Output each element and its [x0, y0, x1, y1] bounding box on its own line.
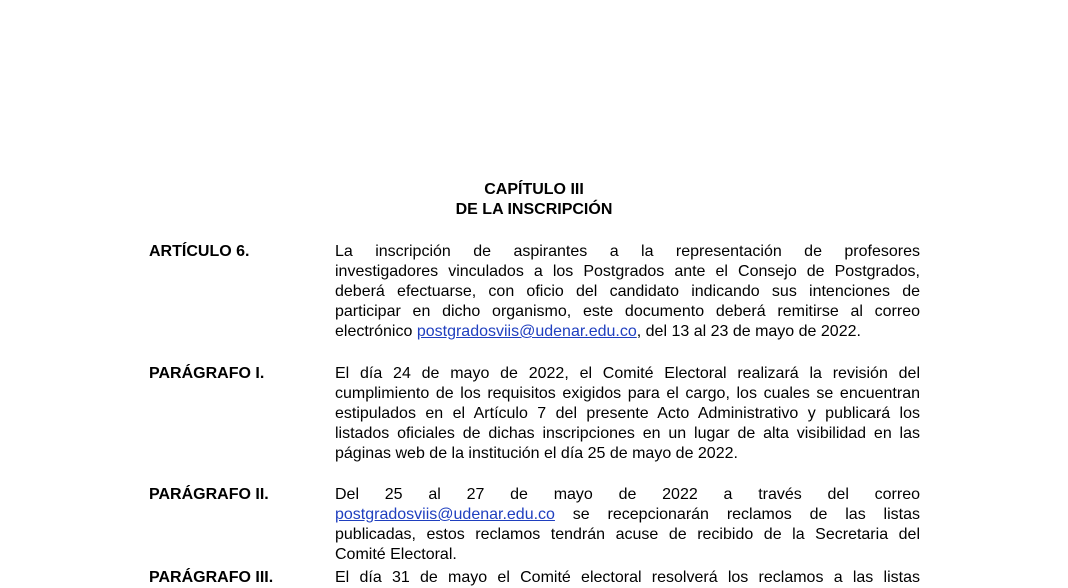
- email-link[interactable]: postgradosviis@udenar.edu.co: [335, 506, 555, 523]
- text-line: Comité Electoral.: [335, 546, 457, 563]
- paragraph-3-label: PARÁGRAFO III.: [149, 569, 274, 586]
- email-link[interactable]: postgradosviis@udenar.edu.co: [416, 323, 637, 340]
- text-line: estipulados en el Artículo 7 del presente Acto Administrativo y publicará los: [335, 405, 920, 422]
- paragraph-2-label: PARÁGRAFO II.: [149, 486, 269, 503]
- text-line: [335, 322, 920, 342]
- text-line: listados oficiales de dichas inscripciones en un lugar de alta visibilidad en las: [335, 425, 920, 442]
- chapter-number: CAPÍTULO III: [484, 181, 584, 198]
- article-6-text: [335, 242, 920, 342]
- paragraph-1-text: [335, 364, 920, 464]
- text-line: El día 31 de mayo el Comité electoral resolverá los reclamos a las listas: [335, 569, 920, 586]
- text-fragment: se recepcionarán reclamos de las listas: [554, 506, 920, 523]
- text-fragment: electrónico: [335, 323, 417, 340]
- chapter-heading: [0, 180, 1068, 220]
- article-6-label: ARTÍCULO 6.: [149, 243, 250, 260]
- text-line: publicadas, estos reclamos tendrán acuse de recibido de la Secretaria del: [335, 526, 920, 543]
- text-line: La inscripción de aspirantes a la representación de profesores: [335, 243, 920, 260]
- paragraph-3-text: [335, 568, 920, 588]
- text-line: páginas web de la institución el día 25 de mayo de 2022.: [335, 445, 738, 462]
- chapter-title: DE LA INSCRIPCIÓN: [455, 201, 613, 218]
- paragraph-2-text: [335, 485, 920, 565]
- text-line: cumplimiento de los requisitos exigidos para el cargo, los cuales se encuentran: [335, 385, 920, 402]
- text-fragment: , del 13 al 23 de mayo de 2022.: [636, 323, 861, 340]
- text-line: participar en dicho organismo, este documento deberá remitirse al correo: [335, 303, 920, 320]
- text-line: deberá efectuarse, con oficio del candidato indicando sus intenciones de: [335, 283, 920, 300]
- text-line: investigadores vinculados a los Postgrados ante el Consejo de Postgrados,: [335, 263, 920, 280]
- text-line: [335, 505, 920, 525]
- text-line: Del 25 al 27 de mayo de 2022 a través del correo: [335, 486, 920, 503]
- paragraph-1-label: PARÁGRAFO I.: [149, 365, 265, 382]
- text-line: El día 24 de mayo de 2022, el Comité Electoral realizará la revisión del: [335, 365, 920, 382]
